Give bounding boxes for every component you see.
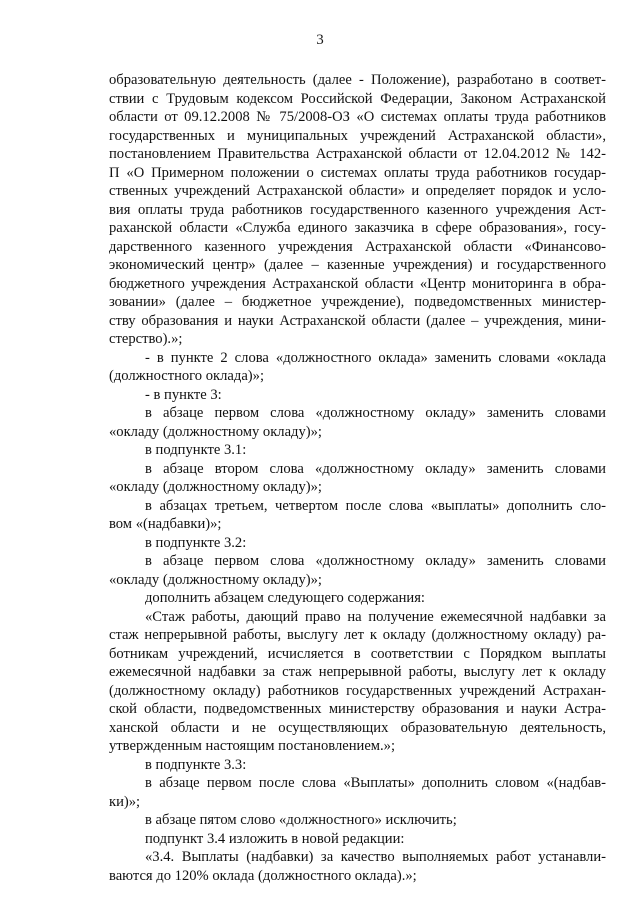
text-line: П «О Примерном положении о системах оплаты труда работников государ- — [109, 164, 606, 181]
text-line: ствии с Трудовым кодексом Российской Федерации, Законом Астраханской — [109, 90, 606, 107]
text-line: вия оплаты труда работников государственного казенного учреждения Аст- — [109, 201, 606, 218]
text-line: в абзаце первом после слова «Выплаты» дополнить словом «(надбав- — [145, 775, 606, 791]
text-line: зовании» (далее – бюджетное учреждение), подведомственных министер- — [109, 294, 606, 310]
text-line: в абзацах третьем, четвертом после слова «выплаты» дополнить сло- — [145, 497, 606, 514]
text-line: - в пункте 2 слова «должностного оклада» заменить словами «оклада — [145, 349, 606, 366]
text-line: ственных учреждений Астраханской области» и определяет порядок и усло- — [109, 183, 606, 199]
document-body — [109, 71, 606, 885]
text-line: утвержденным настоящим постановлением.»; — [109, 738, 396, 754]
text-line: ки)»; — [109, 793, 141, 810]
text-line: «3.4. Выплаты (надбавки) за качество выполняемых работ устанавли- — [145, 849, 606, 865]
text-line: «окладу (должностному окладу)»; — [109, 479, 322, 495]
text-line: «окладу (должностному окладу)»; — [109, 571, 322, 588]
text-line: постановлением Правительства Астраханской области от 12.04.2012 № 142- — [109, 146, 606, 162]
text-line: ской области, подведомственных министерству образования и науки Астра- — [109, 701, 606, 717]
text-line: раханской области «Служба единого заказчика в сфере образования», госу- — [109, 220, 606, 236]
text-line: в подпункте 3.2: — [145, 534, 247, 551]
text-line: государственных и муниципальных учреждений Астраханской области», — [109, 127, 606, 144]
text-line: в подпункте 3.3: — [145, 756, 247, 773]
text-line: ежемесячной надбавки за стаж непрерывной работы, выслугу лет к окладу — [109, 664, 606, 680]
text-line: в абзаце первом слова «должностному окладу» заменить словами — [145, 405, 606, 421]
text-line: ботникам учреждений, исчисляется в соответствии с Порядком выплаты — [109, 645, 606, 662]
text-line: вом «(надбавки)»; — [109, 516, 222, 532]
text-line: стерство).»; — [109, 331, 183, 347]
text-line: дополнить абзацем следующего содержания: — [145, 590, 425, 606]
text-line: образовательную деятельность (далее - Положение), разработано в соответ- — [109, 72, 606, 88]
text-line: «окладу (должностному окладу)»; — [109, 423, 322, 440]
page-number: 3 — [316, 32, 324, 48]
text-line: ству образования и науки Астраханской области (далее – учреждения, мини- — [109, 312, 606, 329]
text-line: (должностного оклада)»; — [109, 368, 265, 384]
text-line: в абзаце пятом слово «должностного» исключить; — [145, 812, 457, 828]
text-line: «Стаж работы, дающий право на получение ежемесячной надбавки за — [145, 608, 606, 625]
text-line: в абзаце втором слова «должностному окладу» заменить словами — [145, 460, 606, 477]
text-line: стаж непрерывной работы, выслугу лет к окладу (должностному окладу) ра- — [109, 627, 606, 643]
text-line: в абзаце первом слова «должностному окладу» заменить словами — [145, 553, 606, 569]
text-line: (должностному окладу) работников государственных учреждений Астрахан- — [109, 682, 606, 699]
text-line: ваются до 120% оклада (должностного оклада).»; — [109, 867, 417, 884]
text-line: дарственного казенного учреждения Астраханской области «Финансово- — [109, 238, 606, 255]
text-line: ханской области и не осуществляющих образовательную деятельность, — [109, 719, 606, 736]
text-line: области от 09.12.2008 № 75/2008-ОЗ «О системах оплаты труда работников — [109, 109, 606, 125]
text-line: экономический центр» (далее – казенные учреждения) и государственного — [109, 257, 606, 273]
text-line: бюджетного учреждения Астраханской области «Центр мониторинга в обра- — [109, 275, 606, 292]
text-line: подпункт 3.4 изложить в новой редакции: — [145, 830, 405, 847]
text-line: в подпункте 3.1: — [145, 442, 247, 458]
text-line: - в пункте 3: — [145, 386, 222, 403]
